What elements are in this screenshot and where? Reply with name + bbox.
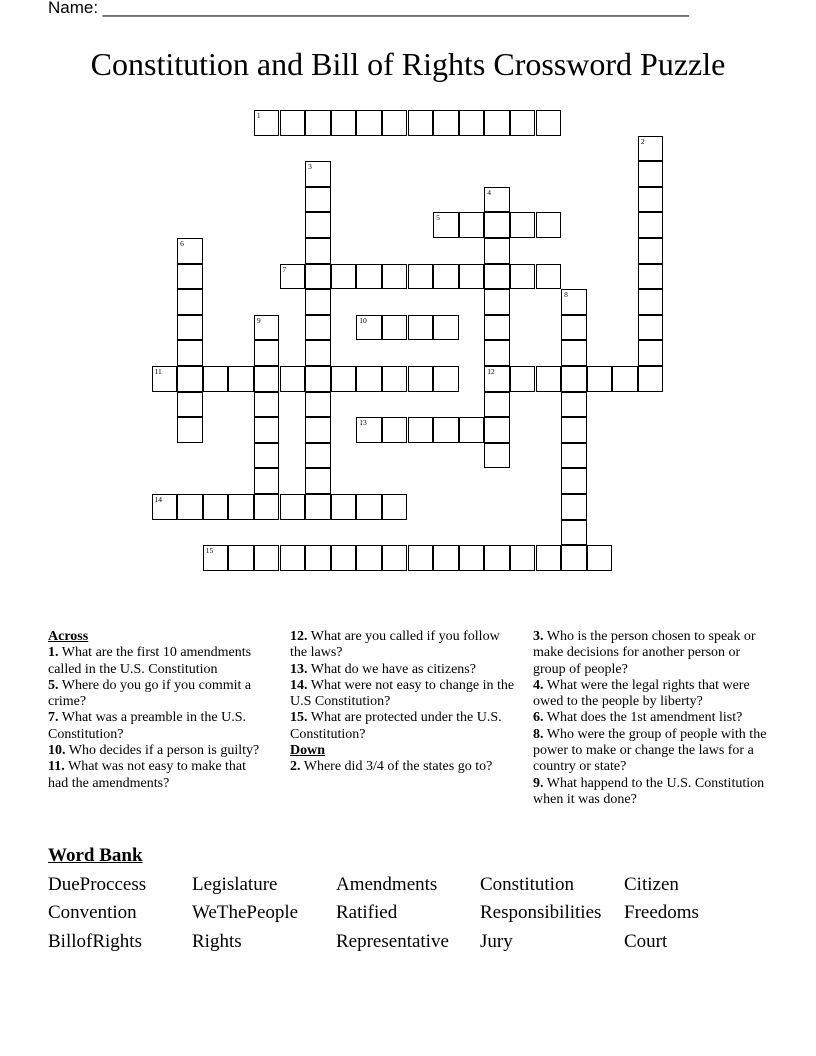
- crossword-cell[interactable]: [638, 161, 664, 187]
- crossword-cell[interactable]: [382, 545, 408, 571]
- crossword-cell[interactable]: [382, 264, 408, 290]
- crossword-cell[interactable]: [280, 545, 306, 571]
- clue-down-6: 6. What does the 1st amendment list?: [533, 710, 743, 726]
- clue-across-5: 5. Where do you go if you commit a crime?: [48, 677, 252, 710]
- crossword-cell[interactable]: [484, 187, 510, 213]
- word-bank-word: Ratified: [336, 902, 398, 923]
- crossword-cell[interactable]: [612, 366, 638, 392]
- word-bank-word: DueProccess: [48, 874, 147, 895]
- crossword-cell[interactable]: [356, 417, 382, 443]
- clue-number: 10: [359, 315, 367, 325]
- crossword-cell[interactable]: [177, 494, 203, 520]
- crossword-cell[interactable]: [638, 289, 664, 315]
- word-bank-word: Responsibilities: [480, 902, 602, 923]
- crossword-cell[interactable]: [177, 340, 203, 366]
- crossword-cell[interactable]: [484, 212, 510, 238]
- word-bank-word: Court: [624, 931, 668, 952]
- down-header: Down: [290, 743, 326, 759]
- name-field-label: Name: ______________________________________________________________: [48, 0, 689, 17]
- crossword-cell[interactable]: [382, 417, 408, 443]
- crossword-cell[interactable]: [433, 315, 459, 341]
- crossword-cell[interactable]: [459, 417, 485, 443]
- clues-column-3: [533, 629, 768, 808]
- crossword-cell[interactable]: [459, 212, 485, 238]
- crossword-cell[interactable]: [177, 315, 203, 341]
- crossword-cell[interactable]: [433, 110, 459, 136]
- clue-number: 9: [256, 315, 261, 325]
- crossword-cell[interactable]: [484, 392, 510, 418]
- crossword-cell[interactable]: [408, 366, 434, 392]
- crossword-cell[interactable]: [305, 392, 331, 418]
- across-header: Across: [48, 629, 89, 644]
- clue-number: 5: [436, 213, 440, 223]
- crossword-cell[interactable]: [305, 417, 331, 443]
- crossword-cell[interactable]: [536, 366, 562, 392]
- clue-number: 11: [154, 367, 162, 376]
- crossword-cell[interactable]: [638, 187, 664, 213]
- crossword-cell[interactable]: [254, 392, 280, 418]
- crossword-cell[interactable]: [356, 264, 382, 290]
- crossword-cell[interactable]: [382, 110, 408, 136]
- crossword-cell[interactable]: [254, 366, 280, 392]
- page-title: Constitution and Bill of Rights Crossword Puzzle: [90, 46, 726, 82]
- word-bank-word: Legislature: [192, 874, 278, 895]
- clue-across-7: 7. What was a preamble in the U.S. Constitution?: [48, 710, 247, 742]
- clue-down-8: 8. Who were the group of people with the power to make or change the laws for a country or state?: [533, 726, 767, 775]
- clue-number: 14: [154, 495, 162, 504]
- crossword-cell[interactable]: [408, 545, 434, 571]
- crossword-cell[interactable]: [561, 340, 587, 366]
- crossword-cell[interactable]: [408, 315, 434, 341]
- crossword-cell[interactable]: [228, 494, 254, 520]
- word-bank-word: WeThePeople: [192, 902, 299, 923]
- crossword-cell[interactable]: [561, 392, 587, 418]
- crossword-cell[interactable]: [228, 545, 254, 571]
- crossword-cell[interactable]: [561, 443, 587, 469]
- word-bank-word: Rights: [192, 931, 242, 952]
- clue-down-2: 2. Where did 3/4 of the states go to?: [290, 759, 493, 775]
- clue-across-13: 13. What do we have as citizens?: [290, 661, 476, 677]
- crossword-cell[interactable]: [638, 340, 664, 366]
- crossword-cell[interactable]: [280, 494, 306, 520]
- clue-down-4: 4. What were the legal rights that were owed to the people by liberty?: [533, 677, 750, 710]
- crossword-cell[interactable]: [484, 264, 510, 290]
- crossword-cell[interactable]: [484, 417, 510, 443]
- word-bank-word: Representative: [336, 931, 449, 952]
- crossword-cell[interactable]: [433, 212, 459, 238]
- word-bank-word: Convention: [48, 902, 137, 923]
- crossword-cell[interactable]: [382, 366, 408, 392]
- crossword-cell[interactable]: [305, 443, 331, 469]
- crossword-cell[interactable]: [561, 520, 587, 546]
- crossword-cell[interactable]: [228, 366, 254, 392]
- crossword-cell[interactable]: [254, 340, 280, 366]
- crossword-cell[interactable]: [561, 494, 587, 520]
- crossword-cell[interactable]: [203, 366, 229, 392]
- word-bank-word: Citizen: [624, 874, 679, 895]
- crossword-cell[interactable]: [382, 315, 408, 341]
- crossword-cell[interactable]: [638, 212, 664, 238]
- crossword-cell[interactable]: [305, 366, 331, 392]
- crossword-cell[interactable]: [561, 545, 587, 571]
- crossword-cell[interactable]: [356, 366, 382, 392]
- crossword-cell[interactable]: [305, 264, 331, 290]
- clue-across-11: 11. What was not easy to make that had the amendments?: [48, 759, 247, 791]
- crossword-cell[interactable]: [305, 161, 331, 187]
- crossword-cell[interactable]: [254, 110, 280, 136]
- crossword-cell[interactable]: [331, 110, 357, 136]
- clue-number: 6: [180, 239, 184, 248]
- crossword-cell[interactable]: [587, 545, 613, 571]
- crossword-cell[interactable]: [561, 366, 587, 392]
- word-bank-title: Word Bank: [48, 845, 143, 866]
- crossword-cell[interactable]: [459, 110, 485, 136]
- crossword-cell[interactable]: [305, 315, 331, 341]
- crossword-cell[interactable]: [254, 494, 280, 520]
- crossword-cell[interactable]: [254, 315, 280, 341]
- clue-across-12: 12. What are you called if you follow the laws?: [290, 629, 500, 661]
- clue-number: 4: [487, 187, 492, 197]
- crossword-cell[interactable]: [254, 417, 280, 443]
- crossword-cell[interactable]: [459, 264, 485, 290]
- crossword-cell[interactable]: [408, 110, 434, 136]
- clues-column-2: [290, 629, 515, 776]
- crossword-cell[interactable]: [356, 315, 382, 341]
- word-bank-word: BillofRights: [48, 931, 142, 952]
- word-bank-word: Constitution: [480, 874, 574, 895]
- crossword-cell[interactable]: [305, 212, 331, 238]
- crossword-cell[interactable]: [510, 366, 536, 392]
- crossword-cell[interactable]: [484, 238, 510, 264]
- crossword-cell[interactable]: [433, 366, 459, 392]
- crossword-cell[interactable]: [561, 468, 587, 494]
- word-bank-word: Freedoms: [624, 902, 699, 923]
- crossword-cell[interactable]: [280, 366, 306, 392]
- crossword-cell[interactable]: [561, 289, 587, 315]
- crossword-cell[interactable]: [382, 494, 408, 520]
- crossword-cell[interactable]: [408, 264, 434, 290]
- crossword-cell[interactable]: [510, 264, 536, 290]
- crossword-cell[interactable]: [331, 366, 357, 392]
- crossword-cell[interactable]: [356, 110, 382, 136]
- crossword-cell[interactable]: [177, 238, 203, 264]
- crossword-cell[interactable]: [638, 136, 664, 162]
- crossword-cell[interactable]: [433, 417, 459, 443]
- crossword-cell[interactable]: [536, 110, 562, 136]
- clue-across-10: 10. Who decides if a person is guilty?: [48, 743, 260, 759]
- crossword-cell[interactable]: [433, 264, 459, 290]
- crossword-cell[interactable]: [305, 110, 331, 136]
- crossword-cell[interactable]: [280, 110, 306, 136]
- crossword-cell[interactable]: [177, 417, 203, 443]
- word-bank-word: Amendments: [336, 874, 438, 895]
- crossword-cell[interactable]: [280, 264, 306, 290]
- clue-number: 13: [359, 418, 367, 428]
- crossword-cell[interactable]: [254, 443, 280, 469]
- crossword-cell[interactable]: [254, 545, 280, 571]
- crossword-cell[interactable]: [305, 340, 331, 366]
- clue-number: 3: [308, 162, 312, 172]
- crossword-cell[interactable]: [177, 264, 203, 290]
- clue-number: 8: [564, 290, 568, 300]
- crossword-cell[interactable]: [638, 238, 664, 264]
- clue-number: 2: [640, 136, 645, 146]
- crossword-cell[interactable]: [177, 366, 203, 392]
- crossword-cell[interactable]: [305, 468, 331, 494]
- crossword-cell[interactable]: [536, 545, 562, 571]
- crossword-cell[interactable]: [331, 494, 357, 520]
- crossword-cell[interactable]: [305, 238, 331, 264]
- crossword-cell[interactable]: [536, 264, 562, 290]
- clue-across-14: 14. What were not easy to change in the U.S Constitution?: [290, 677, 515, 710]
- crossword-cell[interactable]: [305, 494, 331, 520]
- crossword-cell[interactable]: [305, 187, 331, 213]
- crossword-cell[interactable]: [203, 494, 229, 520]
- crossword-cell[interactable]: [484, 366, 510, 392]
- crossword-cell[interactable]: [510, 212, 536, 238]
- crossword-cell[interactable]: [331, 264, 357, 290]
- crossword-cell[interactable]: [561, 315, 587, 341]
- crossword-cell[interactable]: [638, 315, 664, 341]
- crossword-cell[interactable]: [433, 545, 459, 571]
- crossword-cell[interactable]: [484, 443, 510, 469]
- clue-number: 12: [487, 367, 495, 376]
- crossword-cell[interactable]: [536, 212, 562, 238]
- crossword-cell[interactable]: [484, 315, 510, 341]
- clue-across-15: 15. What are protected under the U.S. Constitution?: [290, 710, 502, 742]
- clue-number: 15: [205, 546, 214, 556]
- crossword-cell[interactable]: [459, 545, 485, 571]
- clue-number: 1: [256, 111, 261, 120]
- word-bank-word: Jury: [480, 931, 513, 952]
- crossword-cell[interactable]: [587, 366, 613, 392]
- crossword-cell[interactable]: [638, 366, 664, 392]
- crossword-cell[interactable]: [561, 417, 587, 443]
- crossword-cell[interactable]: [305, 545, 331, 571]
- crossword-cell[interactable]: [484, 545, 510, 571]
- crossword-cell[interactable]: [203, 545, 229, 571]
- crossword-cell[interactable]: [152, 366, 178, 392]
- crossword-cell[interactable]: [152, 494, 178, 520]
- clue-across-1: 1. What are the first 10 amendments called in the U.S. Constitution: [48, 645, 252, 677]
- crossword-cell[interactable]: [177, 392, 203, 418]
- crossword-cell[interactable]: [408, 417, 434, 443]
- crossword-cell[interactable]: [484, 289, 510, 315]
- crossword-cell[interactable]: [305, 289, 331, 315]
- crossword-cell[interactable]: [331, 545, 357, 571]
- crossword-cell[interactable]: [638, 264, 664, 290]
- crossword-cell[interactable]: [177, 289, 203, 315]
- crossword-cell[interactable]: [356, 545, 382, 571]
- crossword-cell[interactable]: [510, 110, 536, 136]
- clue-down-9: 9. What happend to the U.S. Constitution when it was done?: [533, 775, 765, 807]
- crossword-cell[interactable]: [356, 494, 382, 520]
- crossword-cell[interactable]: [484, 340, 510, 366]
- crossword-cell[interactable]: [510, 545, 536, 571]
- clue-down-3: 3. Who is the person chosen to speak or make decisions for another person or group of people?: [533, 629, 756, 677]
- crossword-cell[interactable]: [484, 110, 510, 136]
- crossword-cell[interactable]: [254, 468, 280, 494]
- clue-number: 7: [282, 264, 287, 274]
- clues-column-1: [48, 629, 263, 792]
